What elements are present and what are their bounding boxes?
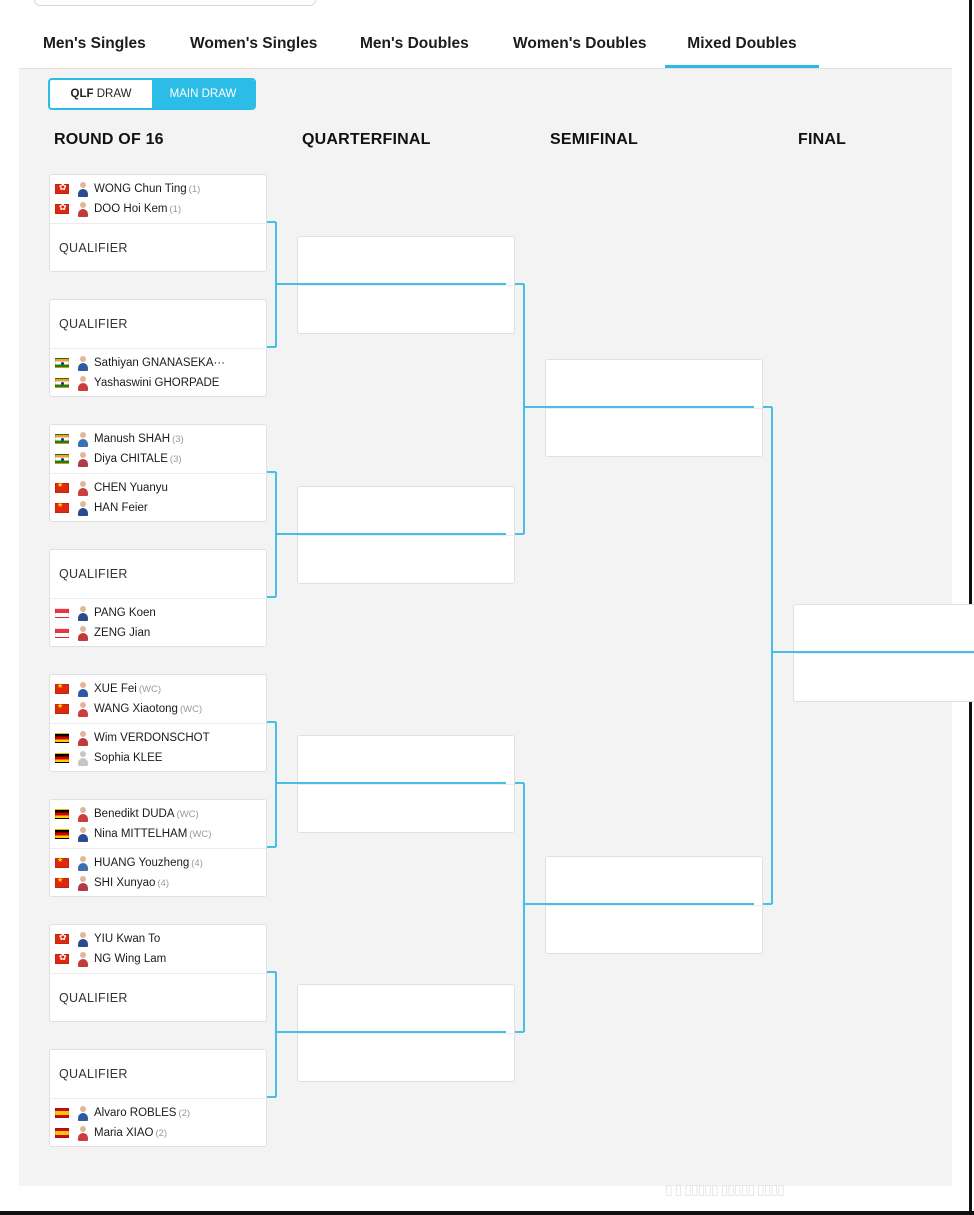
player-name[interactable]: NG Wing Lam: [94, 953, 167, 965]
player-seed: (1): [169, 203, 182, 215]
player-row[interactable]: [55, 479, 168, 497]
player-seed: (WC): [138, 683, 161, 695]
player-name[interactable]: SHI Xunyao: [94, 877, 156, 889]
country-flag-icon: [55, 434, 69, 444]
round-title-sf: SEMIFINAL: [550, 131, 639, 148]
match-slot-top[interactable]: [546, 360, 762, 408]
player-row[interactable]: [55, 180, 200, 198]
player-seed: (4): [157, 877, 169, 889]
qualifier-label: QUALIFIER: [59, 1067, 128, 1081]
match-slot-top[interactable]: [50, 800, 266, 848]
country-flag-icon: [55, 608, 69, 618]
player-row[interactable]: [55, 700, 202, 718]
player-seed: (1): [188, 183, 201, 195]
match-slot-bottom[interactable]: [298, 1034, 514, 1082]
country-flag-icon: [55, 934, 69, 944]
player-row[interactable]: [55, 624, 150, 642]
match-slot-bottom[interactable]: [298, 286, 514, 334]
player-row[interactable]: [55, 200, 181, 218]
player-row[interactable]: [55, 430, 184, 448]
player-row[interactable]: [55, 499, 148, 517]
bracket-connector: [524, 903, 754, 905]
player-name[interactable]: WONG Chun Ting: [94, 183, 187, 195]
tab-mens-singles[interactable]: Men's Singles: [43, 35, 146, 52]
r16-match[interactable]: [49, 1049, 267, 1147]
r16-match[interactable]: [49, 799, 267, 897]
match-slot-bottom[interactable]: [50, 349, 266, 397]
match-slot-bottom[interactable]: [298, 785, 514, 833]
r16-match[interactable]: [49, 174, 267, 272]
player-avatar-icon: [77, 481, 88, 496]
player-row[interactable]: [55, 1104, 190, 1122]
match-slot-top[interactable]: [50, 550, 266, 598]
player-avatar-icon: [77, 876, 88, 891]
country-flag-icon: [55, 858, 69, 868]
main-draw-button[interactable]: MAIN DRAW: [152, 80, 254, 108]
quarterfinal-match[interactable]: [297, 735, 515, 833]
player-avatar-icon: [77, 807, 88, 822]
match-slot-top[interactable]: [50, 175, 266, 223]
player-avatar-icon: [77, 626, 88, 641]
player-name[interactable]: Sathiyan GNANASEKA···: [94, 357, 226, 369]
country-flag-icon: [55, 878, 69, 888]
player-avatar-icon: [77, 682, 88, 697]
match-slot-bottom[interactable]: [50, 974, 266, 1022]
match-slot-top[interactable]: [546, 857, 762, 905]
r16-match[interactable]: [49, 299, 267, 397]
player-name[interactable]: XUE Fei: [94, 683, 137, 695]
tab-womens-doubles[interactable]: Women's Doubles: [513, 35, 647, 52]
match-slot-top[interactable]: [794, 605, 974, 653]
bracket-connector: [275, 972, 277, 1097]
match-slot-top[interactable]: [298, 985, 514, 1033]
match-slot-bottom[interactable]: [794, 654, 974, 702]
player-name[interactable]: PANG Koen: [94, 607, 156, 619]
match-slot-top[interactable]: [298, 237, 514, 285]
event-tabs: [0, 22, 952, 69]
match-slot-bottom[interactable]: [50, 599, 266, 647]
player-name[interactable]: Manush SHAH: [94, 433, 171, 445]
bracket-connector: [276, 782, 506, 784]
player-avatar-icon: [77, 452, 88, 467]
match-slot-top[interactable]: [50, 1050, 266, 1098]
country-flag-icon: [55, 1128, 69, 1138]
qualifier-label: QUALIFIER: [59, 317, 128, 331]
player-avatar-icon: [77, 932, 88, 947]
player-seed: (WC): [179, 703, 203, 715]
player-name[interactable]: HUANG Youzheng: [94, 857, 190, 869]
search-input[interactable]: [34, 0, 316, 6]
r16-match[interactable]: [49, 924, 267, 1022]
player-name[interactable]: DOO Hoi Kem: [94, 203, 168, 215]
player-seed: (3): [169, 453, 182, 465]
player-seed: (WC): [176, 808, 199, 820]
player-row[interactable]: [55, 749, 162, 767]
quarterfinal-match[interactable]: [297, 984, 515, 1082]
player-name[interactable]: Benedikt DUDA: [94, 808, 175, 820]
match-slot-bottom[interactable]: [546, 906, 762, 954]
player-name[interactable]: Nina MITTELHAM: [94, 828, 188, 840]
round-title-r16: ROUND OF 16: [54, 131, 164, 148]
bracket-connector: [524, 406, 754, 408]
player-name[interactable]: YIU Kwan To: [94, 933, 161, 945]
player-avatar-icon: [77, 432, 88, 447]
quarterfinal-match[interactable]: [297, 236, 515, 334]
player-avatar-icon: [77, 202, 88, 217]
country-flag-icon: [55, 184, 69, 194]
country-flag-icon: [55, 628, 69, 638]
player-row[interactable]: [55, 1124, 167, 1142]
tab-mixed-doubles[interactable]: Mixed Doubles: [665, 22, 819, 69]
player-name[interactable]: WANG Xiaotong: [94, 703, 178, 715]
player-name[interactable]: Maria XIAO: [94, 1127, 154, 1139]
player-row[interactable]: [55, 680, 161, 698]
player-avatar-icon: [77, 356, 88, 371]
player-name[interactable]: Wim VERDONSCHOT: [94, 732, 210, 744]
player-avatar-icon: [77, 952, 88, 967]
country-flag-icon: [55, 829, 69, 839]
player-avatar-icon: [77, 606, 88, 621]
bracket-connector: [276, 1031, 506, 1033]
match-slot-bottom[interactable]: [50, 224, 266, 272]
country-flag-icon: [55, 809, 69, 819]
round-title-final: FINAL: [798, 131, 847, 148]
match-slot-bottom[interactable]: [50, 474, 266, 522]
match-slot-top[interactable]: [50, 300, 266, 348]
country-flag-icon: [55, 1108, 69, 1118]
match-slot-top[interactable]: [50, 425, 266, 473]
player-name[interactable]: ZENG Jian: [94, 627, 151, 639]
player-seed: (WC): [189, 828, 212, 840]
player-name[interactable]: Alvaro ROBLES: [94, 1107, 177, 1119]
country-flag-icon: [55, 684, 69, 694]
r16-match[interactable]: [49, 424, 267, 522]
player-row[interactable]: [55, 825, 211, 843]
player-row[interactable]: [55, 354, 225, 372]
player-row[interactable]: [55, 874, 169, 892]
bracket-connector: [523, 783, 525, 1032]
player-avatar-icon: [77, 751, 88, 766]
bracket-connector: [275, 722, 277, 847]
match-slot-bottom[interactable]: [50, 849, 266, 897]
player-row[interactable]: [55, 450, 182, 468]
country-flag-icon: [55, 503, 69, 513]
semifinal-match[interactable]: [545, 359, 763, 457]
country-flag-icon: [55, 204, 69, 214]
bracket-connector: [523, 284, 525, 534]
tab-mens-doubles[interactable]: Men's Doubles: [360, 35, 469, 52]
bracket-connector: [771, 407, 773, 904]
r16-match[interactable]: [49, 674, 267, 772]
player-row[interactable]: [55, 604, 156, 622]
player-avatar-icon: [77, 1106, 88, 1121]
qualifier-label: QUALIFIER: [59, 567, 128, 581]
player-seed: (3): [172, 433, 184, 445]
bracket-connector: [276, 283, 506, 285]
match-slot-top[interactable]: [50, 675, 266, 723]
match-slot-bottom[interactable]: [50, 724, 266, 772]
draw-toggle: [48, 78, 256, 110]
player-row[interactable]: [55, 854, 203, 872]
country-flag-icon: [55, 483, 69, 493]
match-slot-top[interactable]: [298, 487, 514, 535]
final-match[interactable]: [793, 604, 974, 702]
country-flag-icon: [55, 358, 69, 368]
tab-womens-singles[interactable]: Women's Singles: [190, 35, 318, 52]
player-row[interactable]: [55, 729, 210, 747]
country-flag-icon: [55, 954, 69, 964]
round-title-qf: QUARTERFINAL: [302, 131, 431, 148]
player-row[interactable]: [55, 930, 160, 948]
player-avatar-icon: [77, 501, 88, 516]
player-name[interactable]: Diya CHITALE: [94, 453, 168, 465]
player-avatar-icon: [77, 827, 88, 842]
country-flag-icon: [55, 753, 69, 763]
player-row[interactable]: [55, 950, 166, 968]
country-flag-icon: [55, 704, 69, 714]
match-slot-top[interactable]: [298, 736, 514, 784]
player-row[interactable]: [55, 374, 219, 392]
quarterfinal-match[interactable]: [297, 486, 515, 584]
watermark: ▯ ▯ ▯▯▯▯▯ ▯▯▯▯▯ ▯▯▯▯: [665, 1181, 784, 1197]
r16-match[interactable]: [49, 549, 267, 647]
match-slot-bottom[interactable]: [298, 536, 514, 584]
match-slot-top[interactable]: [50, 925, 266, 973]
player-name[interactable]: Sophia KLEE: [94, 752, 163, 764]
player-avatar-icon: [77, 702, 88, 717]
player-avatar-icon: [77, 376, 88, 391]
player-seed: (4): [191, 857, 203, 869]
qualifier-label: QUALIFIER: [59, 991, 128, 1005]
country-flag-icon: [55, 733, 69, 743]
window-edge-bottom: [0, 1211, 974, 1215]
player-avatar-icon: [77, 1126, 88, 1141]
bracket-connector: [276, 533, 506, 535]
player-seed: (2): [155, 1127, 168, 1139]
player-name[interactable]: CHEN Yuanyu: [94, 482, 168, 494]
bracket-connector: [772, 651, 974, 653]
country-flag-icon: [55, 378, 69, 388]
player-avatar-icon: [77, 731, 88, 746]
country-flag-icon: [55, 454, 69, 464]
qlf-draw-button[interactable]: QLF DRAW: [70, 88, 132, 100]
match-slot-bottom[interactable]: [50, 1099, 266, 1147]
player-seed: (2): [178, 1107, 191, 1119]
semifinal-match[interactable]: [545, 856, 763, 954]
match-slot-bottom[interactable]: [546, 409, 762, 457]
player-row[interactable]: [55, 805, 199, 823]
qualifier-label: QUALIFIER: [59, 241, 128, 255]
player-avatar-icon: [77, 856, 88, 871]
player-name[interactable]: Yashaswini GHORPADE: [94, 377, 220, 389]
player-name[interactable]: HAN Feier: [94, 502, 148, 514]
player-avatar-icon: [77, 182, 88, 197]
